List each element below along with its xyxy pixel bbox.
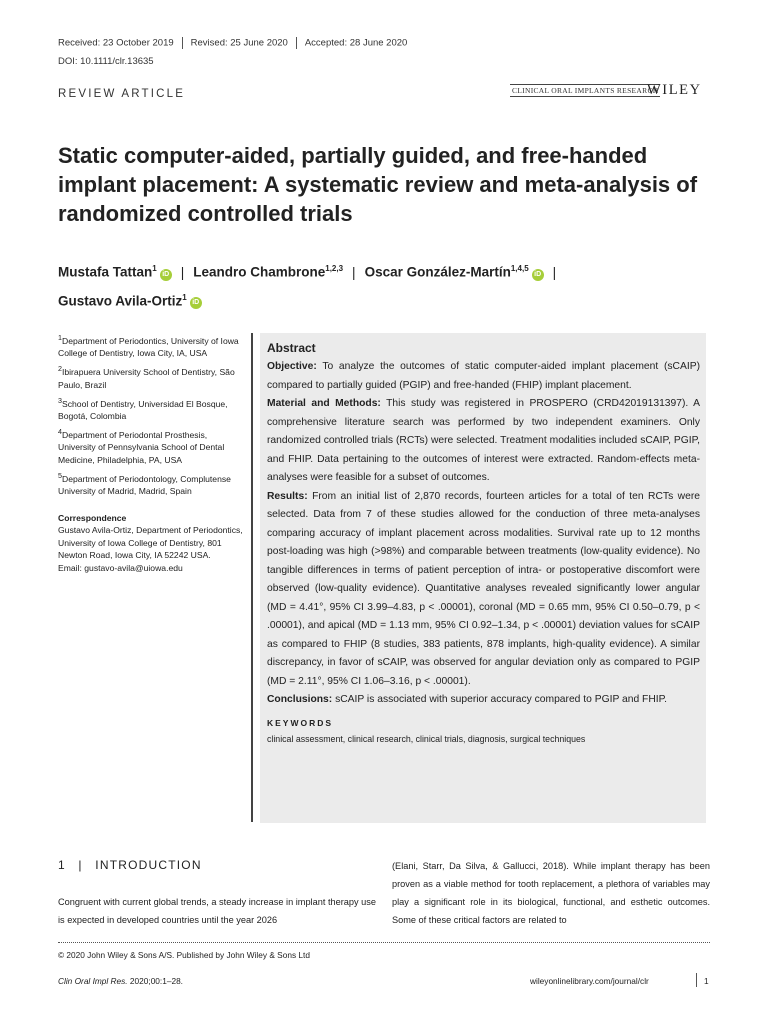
article-dates — [58, 37, 407, 49]
author-separator: | — [352, 264, 356, 280]
author-name[interactable]: Oscar González-Martín — [364, 264, 511, 280]
objective-label: Objective: — [267, 361, 317, 372]
author-affiliation-sup: 1 — [152, 264, 157, 273]
correspondence-email[interactable]: Email: gustavo-avila@uiowa.edu — [58, 562, 183, 573]
keywords-heading: KEYWORDS — [267, 717, 334, 728]
conclusions-label: Conclusions: — [267, 694, 333, 705]
author-name[interactable]: Leandro Chambrone — [193, 264, 326, 280]
received-date: Received: 23 October 2019 — [58, 37, 174, 49]
author-separator: | — [180, 264, 185, 280]
abstract-body — [267, 358, 700, 710]
section-separator: | — [78, 858, 83, 872]
author-list — [58, 256, 698, 313]
section-number: 1 — [58, 858, 66, 872]
abstract-heading: Abstract — [267, 341, 316, 355]
section-title: INTRODUCTION — [95, 858, 202, 872]
results-text: From an initial list of 2,870 records, fourteen articles for a total of ten RCTs were selected. Data from 7 of these studies allowed for the conduction of three meta-analyses comparing accuracy of implant placement across modalities. Survival rate up to 12 months post-loading was high (>98%) and comparable between treatments (low-quality evidence). No tangible differences in terms of patient perception of intra- or postoperative discomfort were observed (low-quality evidence). Quantitative analyses revealed significantly lower angular (MD = 4.41°, 95% CI 3.99–4.83, p < .00001), coronal (MD = 0.65 mm, 95% CI 0.50–0.79, p < .00001), and apical (MD = 1.13 mm, 95% CI 0.92–1.34, p < .00001) deviation values for sCAIP as compared to FHIP (8 studies, 383 patients, 878 implants, high-quality evidence). A similar discrepancy, in favor of sCAIP, was observed for angular deviation only as compared to PGIP (MD = 2.11°, 95% CI 1.06–3.16, p < .00001). — [267, 490, 700, 687]
correspondence-text: Gustavo Avila-Ortiz, Department of Periodontics, University of Iowa College of Dentistry, 801 Newton Road, Iowa City, IA 52242 USA. — [58, 525, 243, 561]
author-separator: | — [552, 264, 557, 280]
affiliation: $^3$School of Dentistry, Universidad El Bosque, Bogotá, Colombia — [58, 396, 228, 422]
affiliation: $^1$Department of Periodontics, University of Iowa College of Dentistry, Iowa City, IA, USA — [58, 334, 239, 359]
article-title: Static computer-aided, partially guided, and free-handed implant placement: A systematic review and meta-analysis of randomized controlled trials — [58, 143, 698, 226]
methods-label: Material and Methods: — [267, 398, 381, 409]
results-label: Results: — [267, 490, 308, 502]
column-divider — [251, 333, 253, 822]
intro-right-column: (Elani, Starr, Da Silva, & Gallucci, 2018). While implant therapy has been proven as a viable method for tooth replacement, a plethora of variables may play a significant role in its biological, functional, and esthetic outcomes. Some of these critical factors are related to — [392, 861, 710, 925]
correspondence-heading: Correspondence — [58, 512, 127, 523]
publisher-logo: WILEY — [647, 82, 702, 98]
doi[interactable]: DOI: 10.1111/clr.13635 — [58, 56, 154, 67]
footer-divider — [58, 942, 710, 943]
accepted-date: Accepted: 28 June 2020 — [304, 37, 408, 49]
author-affiliation-sup: 1,2,3 — [325, 264, 344, 273]
journal-url[interactable]: wileyonlinelibrary.com/journal/clr — [530, 976, 649, 986]
journal-logo: CLINICAL ORAL IMPLANTS RESEARCH — [512, 86, 659, 95]
orcid-icon[interactable]: iD — [160, 269, 172, 281]
author-affiliation-sup: 1,4,5 — [510, 264, 529, 273]
revised-date: Revised: 25 June 2020 — [190, 37, 288, 49]
article-type: REVIEW ARTICLE — [58, 88, 186, 100]
section-heading — [58, 858, 202, 872]
orcid-icon[interactable]: iD — [190, 297, 202, 309]
page-number: 1 — [704, 976, 709, 986]
abstract-box — [260, 333, 706, 823]
orcid-icon[interactable]: iD — [532, 269, 544, 281]
copyright: © 2020 John Wiley & Sons A/S. Published by John Wiley & Sons Ltd — [58, 950, 310, 960]
methods-text: This study was registered in PROSPERO (CRD42019131397). A comprehensive literature search was performed by two independent examiners. Only randomized controlled trials (RCTs) were selected. Treatment modalities included sCAIP, PGIP, and FHIP. Data pertaining to the outcomes of interest were extracted. Random-effects meta-analyses were feasible for a subset of outcomes. — [267, 398, 701, 483]
objective-text: To analyze the outcomes of static computer-aided implant placement (sCAIP) compared to partially guided (PGIP) and free-handed (FHIP) implant placement. — [267, 361, 700, 391]
intro-left-column: Congruent with current global trends, a steady increase in implant therapy use is expected in developed countries until the year 2026 — [58, 897, 376, 925]
footer-separator — [696, 973, 697, 987]
affiliations — [58, 332, 243, 574]
author-name[interactable]: Mustafa Tattan — [58, 264, 153, 280]
affiliation: $^5$Department of Periodontology, Complutense University of Madrid, Madrid, Spain — [58, 471, 231, 497]
conclusions-text: sCAIP is associated with superior accuracy compared to PGIP and FHIP. — [332, 694, 668, 705]
citation: Clin Oral Impl Res. 2020;00:1–28. — [58, 976, 183, 986]
keywords: clinical assessment, clinical research, clinical trials, diagnosis, surgical techniques — [267, 733, 586, 744]
author-name[interactable]: Gustavo Avila-Ortiz — [58, 293, 183, 308]
affiliation: $^4$Department of Periodontal Prosthesis, University of Pennsylvania School of Dental Medicine, Philadelphia, PA, USA — [58, 428, 225, 465]
affiliation: $^2$Ibirapuera University School of Dentistry, São Paulo, Brazil — [58, 365, 235, 390]
author-affiliation-sup: 1 — [182, 292, 187, 302]
